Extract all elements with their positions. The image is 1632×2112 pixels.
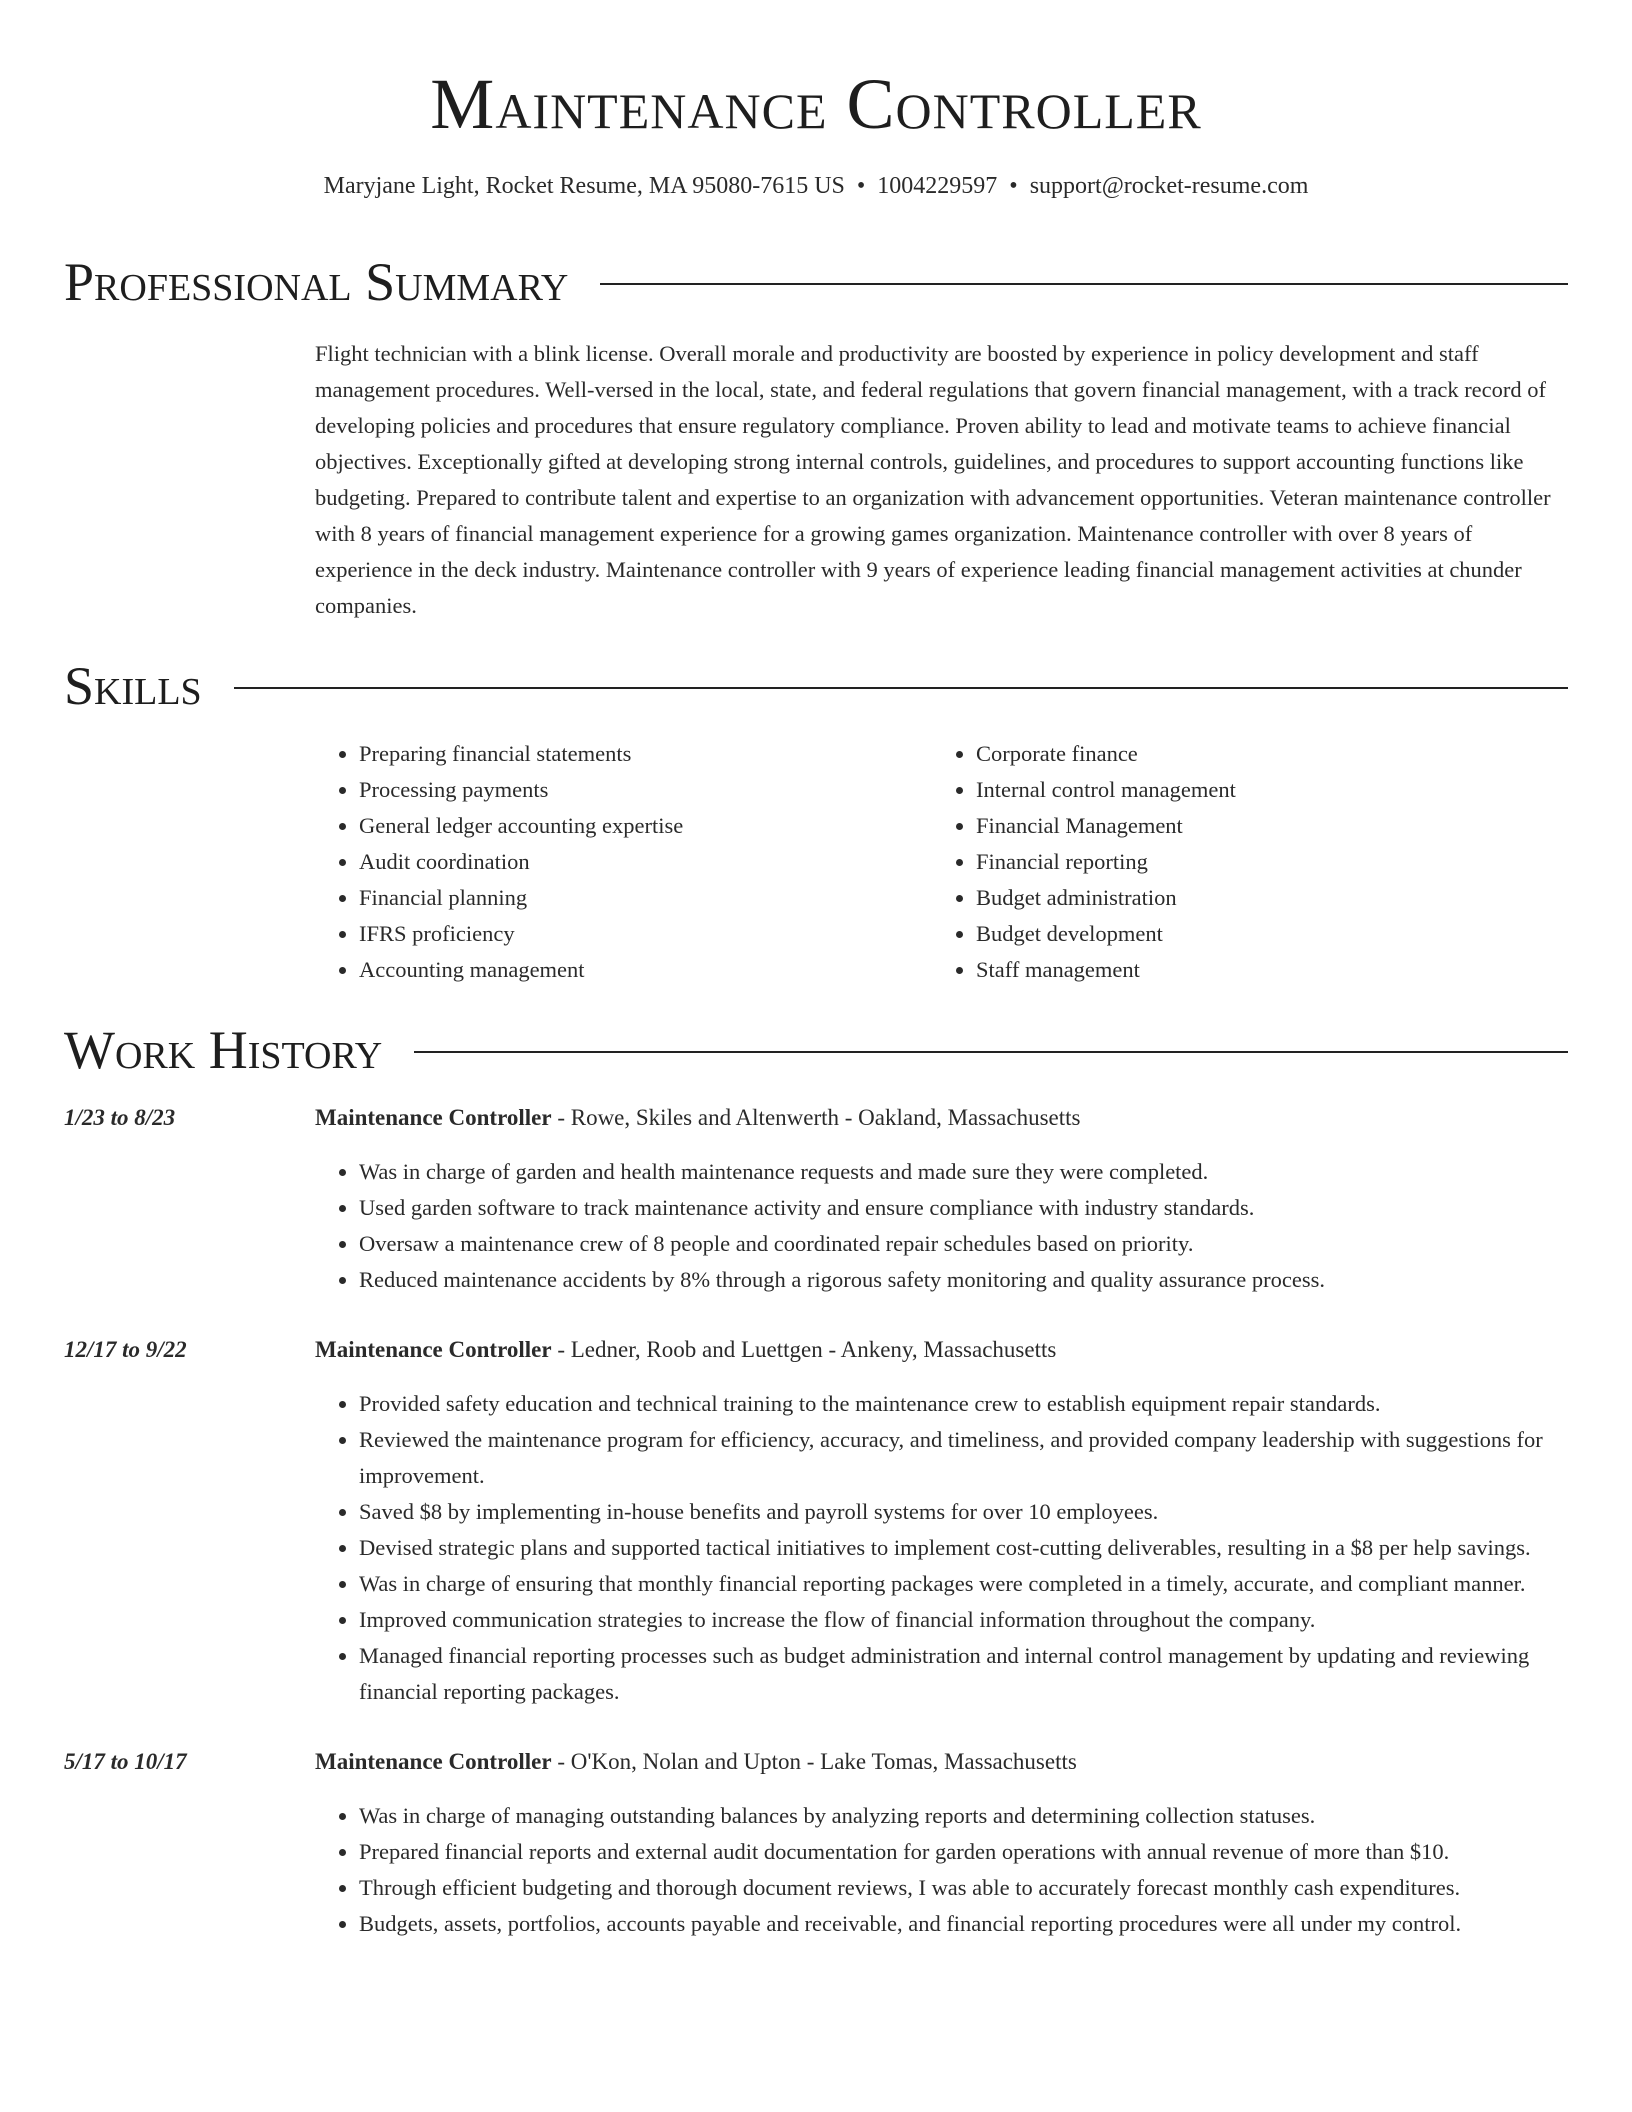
skill-item: • Financial reporting (976, 844, 1549, 880)
skills-heading: Skills (64, 656, 202, 716)
skill-item: • Audit coordination (359, 844, 932, 880)
job-bullets (315, 1798, 1568, 1942)
job-entry (64, 1744, 1568, 1942)
skill-item: • Budget development (976, 916, 1549, 952)
job-bullets (315, 1154, 1568, 1298)
job-title-line (315, 1744, 1568, 1780)
job-bullet: • Improved communication strategies to increase the flow of financial information throughout the company. (359, 1602, 1568, 1638)
job-company: - Ledner, Roob and Luettgen - Ankeny, Massachusetts (551, 1337, 1057, 1362)
job-entry (64, 1332, 1568, 1710)
skill-item: • Corporate finance (976, 736, 1549, 772)
contact-separator: • (1009, 173, 1018, 199)
skill-item: • IFRS proficiency (359, 916, 932, 952)
summary-text: Flight technician with a blink license. Overall morale and productivity are boosted by experience in policy development and staff management procedures. Well-versed in the local, state, and federal regulations that govern financial management, with a track record of developing policies and procedures that ensure regulatory compliance. Proven ability to lead and motivate teams to achieve financial objectives. Exceptionally gifted at developing strong internal controls, guidelines, and procedures to support accounting functions like budgeting. Prepared to contribute talent and expertise to an organization with advancement opportunities. Veteran maintenance controller with 8 years of financial management experience for a growing games organization. Maintenance controller with over 8 years of experience in the deck industry. Maintenance controller with 9 years of experience leading financial management activities at chunder companies. (315, 341, 1551, 618)
job-company: - Rowe, Skiles and Altenwerth - Oakland, Massachusetts (551, 1105, 1081, 1130)
skills-column-right (932, 736, 1549, 988)
job-entry (64, 1100, 1568, 1298)
resume-page (64, 0, 1568, 1942)
section-divider (234, 687, 1568, 689)
job-bullet: • Reviewed the maintenance program for efficiency, accuracy, and timeliness, and provided company leadership with suggestions for improvement. (359, 1422, 1568, 1494)
job-detail (315, 1100, 1568, 1298)
summary-section-header (64, 250, 1568, 314)
skill-item: • Staff management (976, 952, 1549, 988)
job-bullet: • Was in charge of ensuring that monthly financial reporting packages were completed in a timely, accurate, and compliant manner. (359, 1566, 1568, 1602)
job-bullet: • Through efficient budgeting and thorough document reviews, I was able to accurately forecast monthly cash expenditures. (359, 1870, 1568, 1906)
skills-column-left (315, 736, 932, 988)
job-bullet: • Reduced maintenance accidents by 8% through a rigorous safety monitoring and quality assurance process. (359, 1262, 1568, 1298)
job-bullet: • Used garden software to track maintenance activity and ensure compliance with industry standards. (359, 1190, 1568, 1226)
job-bullet: • Provided safety education and technical training to the maintenance crew to establish equipment repair standards. (359, 1386, 1568, 1422)
job-bullet: • Oversaw a maintenance crew of 8 people and coordinated repair schedules based on priority. (359, 1226, 1568, 1262)
work-heading: Work History (64, 1020, 383, 1080)
job-bullet: • Budgets, assets, portfolios, accounts payable and receivable, and financial reporting procedures were all under my control. (359, 1906, 1568, 1942)
job-company: - O'Kon, Nolan and Upton - Lake Tomas, Massachusetts (551, 1749, 1077, 1774)
job-role: Maintenance Controller (315, 1337, 552, 1362)
skill-item: • Accounting management (359, 952, 932, 988)
page-title: Maintenance Controller (430, 64, 1202, 144)
job-bullet: • Managed financial reporting processes such as budget administration and internal control management by updating and reviewing financial reporting packages. (359, 1638, 1568, 1710)
contact-email[interactable]: support@rocket-resume.com (1029, 173, 1309, 199)
job-dates: 12/17 to 9/22 (64, 1337, 187, 1362)
job-bullets (315, 1386, 1568, 1710)
job-title-line (315, 1332, 1568, 1368)
skill-item: • Preparing financial statements (359, 736, 932, 772)
skill-item: • Financial Management (976, 808, 1549, 844)
contact-separator: • (856, 173, 866, 199)
contact-line (64, 170, 1568, 202)
summary-heading: Professional Summary (64, 252, 569, 312)
skill-item: • Internal control management (976, 772, 1549, 808)
job-role: Maintenance Controller (315, 1105, 552, 1130)
contact-address: Maryjane Light, Rocket Resume, MA 95080-7615 US (323, 173, 845, 199)
job-title-line (315, 1100, 1568, 1136)
skills-list (315, 736, 1568, 988)
job-detail (315, 1744, 1568, 1942)
skill-item: • Financial planning (359, 880, 932, 916)
job-dates: 5/17 to 10/17 (64, 1749, 187, 1774)
section-divider (414, 1051, 1568, 1053)
skill-item: • Processing payments (359, 772, 932, 808)
job-bullet: • Was in charge of garden and health maintenance requests and made sure they were completed. (359, 1154, 1568, 1190)
skill-item: • Budget administration (976, 880, 1549, 916)
section-divider (600, 283, 1568, 285)
job-bullet: • Devised strategic plans and supported tactical initiatives to implement cost-cutting deliverables, resulting in a $8 per help savings. (359, 1530, 1568, 1566)
work-section-header (64, 1018, 1568, 1082)
job-bullet: • Was in charge of managing outstanding balances by analyzing reports and determining collection statuses. (359, 1798, 1568, 1834)
job-bullet: • Prepared financial reports and external audit documentation for garden operations with annual revenue of more than $10. (359, 1834, 1568, 1870)
skill-item: • General ledger accounting expertise (359, 808, 932, 844)
job-detail (315, 1332, 1568, 1710)
contact-phone: 1004229597 (877, 173, 998, 199)
job-bullet: • Saved $8 by implementing in-house benefits and payroll systems for over 10 employees. (359, 1494, 1568, 1530)
job-role: Maintenance Controller (315, 1749, 552, 1774)
skills-section-header (64, 654, 1568, 718)
job-dates: 1/23 to 8/23 (64, 1105, 176, 1130)
